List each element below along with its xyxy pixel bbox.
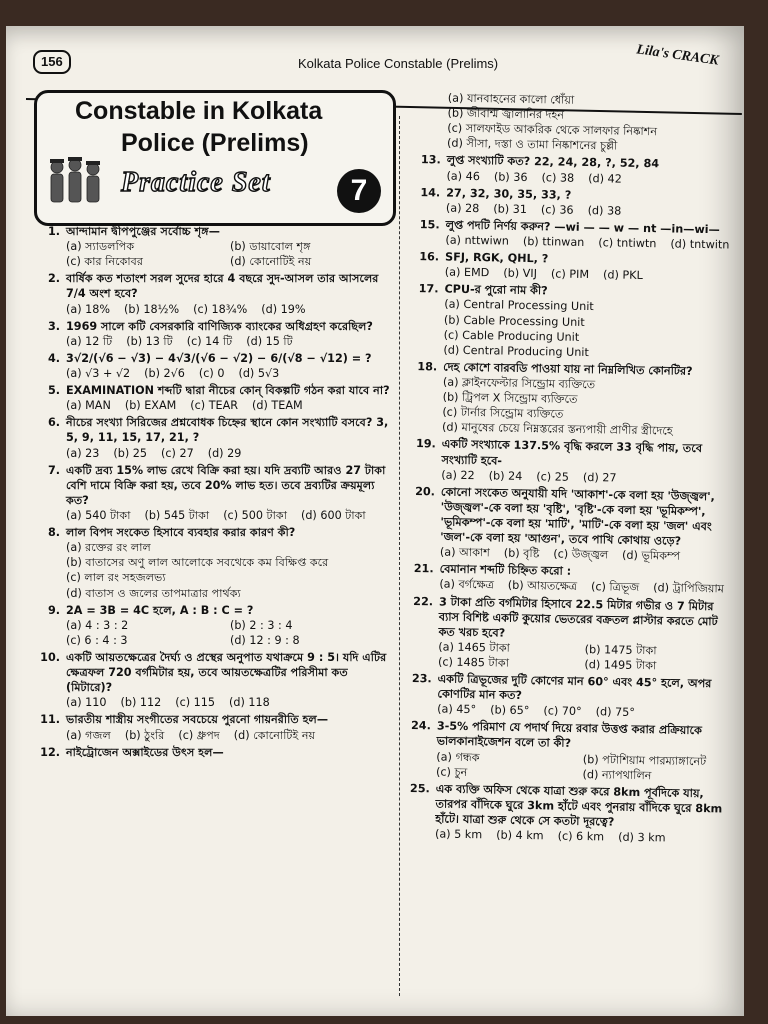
answer-option: (d) 600 টাকা [300, 508, 366, 522]
question-item [34, 603, 392, 648]
answer-option: (d) PKL [602, 268, 643, 283]
question-number: 18. [417, 359, 438, 374]
question-text: লুপ্ত সংখ্যাটি কত? 22, 24, 28, ?, 52, 84 [446, 153, 660, 171]
answer-option: (b) আয়তক্ষেত্র [507, 579, 578, 594]
answer-option: (c) TEAR [190, 399, 239, 413]
question-number: 11. [40, 713, 60, 727]
answer-option: (c) 25 [536, 469, 570, 484]
answer-option: (c) 115 [175, 696, 216, 710]
question-text: 3 টাকা প্রতি বর্গমিটার হিসাবে 22.5 মিটার গভীর ও 7 মিটার ব্যাস বিশিষ্ট একটি কুয়োর ভেতরের বক্রতল প্লাস্টার করতে মোট কত খরচ হবে? [438, 594, 718, 640]
answer-option: (c) 6 km [557, 829, 605, 844]
answer-option: (d) ভূমিকম্প [621, 548, 681, 563]
question-item [405, 671, 726, 722]
question-item [413, 217, 733, 253]
answer-option: (a) √3 + √2 [66, 366, 131, 380]
option: (d) সীসা, দস্তা ও তামা নিষ্কাশনের চুল্লী [446, 136, 618, 153]
answer-option: (a) 23 [66, 446, 100, 460]
answer-option: (b) ঠুংরি [124, 728, 165, 742]
answer-option: (b) EXAM [124, 399, 177, 413]
answer-option: (b) ttinwan [522, 234, 585, 249]
answer-option: (b) ট্রিপল X সিন্ড্রোম ব্যক্তিতে [442, 390, 578, 406]
question-item [34, 351, 392, 381]
answer-option: (d) 118 [229, 696, 270, 710]
question-item [34, 650, 392, 710]
answer-option: (a) 110 [66, 696, 107, 710]
question-item [409, 436, 730, 487]
police-figures-icon [45, 153, 107, 215]
answer-option: (d) কোনোটিই নয় [229, 255, 312, 269]
question-number: 7. [47, 463, 60, 477]
answer-option: (c) টার্নার সিন্ড্রোম ব্যক্তিতে [442, 405, 564, 421]
answer-option: (b) 545 টাকা [144, 508, 210, 522]
question-text: একটি সংখ্যাকে 137.5% বৃদ্ধি করলে 33 বৃদ্ধি পায়, তবে সংখ্যাটি হবে- [441, 437, 703, 468]
answer-option: (a) 540 টাকা [66, 508, 131, 522]
question-item [414, 152, 734, 188]
question-item [411, 281, 732, 362]
answer-option: (b) Cable Processing Unit [443, 313, 585, 329]
question-item [413, 249, 733, 285]
question-number: 25. [409, 781, 430, 796]
answer-option: (d) 42 [588, 171, 622, 186]
answer-option: (b) ডায়াবোল শৃঙ্গ [229, 240, 311, 254]
answer-option: (d) 15 টি [246, 334, 293, 348]
answer-option: (b) 24 [488, 468, 523, 483]
answer-option: (a) গন্ধক [436, 750, 480, 764]
question-item [34, 271, 392, 316]
answer-option: (b) 36 [493, 169, 528, 184]
answer-option: (d) 19% [261, 302, 306, 316]
answer-option: (c) 18¾% [193, 302, 248, 316]
question-text: বার্ষিক কত শতাংশ সরল সুদের হারে 4 বছরে সুদ-আসল তার আসলের 7/4 অংশ হবে? [66, 272, 379, 301]
question-text: 27, 32, 30, 35, 33, ? [446, 186, 572, 202]
book-page [6, 26, 744, 1016]
answer-option: (d) TEAM [252, 399, 303, 413]
answer-option: (d) ন্যাপথালিন [582, 767, 652, 782]
question-item [34, 463, 392, 523]
answer-option: (a) 22 [441, 468, 475, 482]
question-text: লুপ্ত পদটি নির্ণয় করুন? —wi — — w — nt —in—wi— [445, 218, 720, 237]
answer-option: (d) Central Producing Unit [443, 343, 589, 359]
question-number: 20. [415, 484, 436, 499]
answer-option: (d) মানুষের চেয়ে নিম্নস্তরের স্তন্যপায়ী প্রাণীর স্ত্রীদেহে [442, 420, 673, 438]
question-text: 1969 সালে কটি বেসরকারি বাণিজ্যিক ব্যাংকের অধিগ্রহণ করেছিল? [66, 319, 373, 333]
answer-option: (a) 18% [66, 302, 111, 316]
answer-option: (b) 2√6 [144, 366, 185, 380]
option: (c) সালফাইড আকরিক থেকে সালফার নিষ্কাশন [447, 121, 658, 139]
question-text: 3-5% পরিমাণ যে পদার্থ দিয়ে রবার উত্তপ্ত করার প্রক্রিয়াকে ভালকানাইজেশন বলে তা কী? [436, 719, 702, 751]
question-number: 9. [47, 603, 60, 617]
answer-option: (a) 5 km [434, 827, 483, 842]
question-number: 10. [40, 650, 60, 664]
answer-option: (d) কোনোটিই নয় [233, 728, 316, 742]
question-number: 8. [47, 526, 60, 540]
question-text: কোনো সংকেত অনুযায়ী যদি 'আকাশ'-কে বলা হয় 'উজ্জ্বল', 'উজ্জ্বল'-কে বলা হয় 'বৃষ্টি', 'বৃষ্টি'-কে বলা হয় 'ভূমিকম্প', 'ভূমিকম্প'-কে বলা হয় 'মাটি', 'মাটি'-কে বলা হয় 'জল' এবং 'জল'-কে বলা হয় 'আগুন', তবে পাখি কোথায় ওড়ে? [440, 485, 715, 548]
question-item [34, 224, 392, 269]
answer-option: (a) 45° [437, 702, 477, 717]
question-text: লাল বিপদ সংকেত হিসাবে ব্যবহার করার কারণ কী? [66, 526, 296, 540]
running-title: Kolkata Police Constable (Prelims) [298, 56, 499, 71]
question-text: 2A = 3B = 4C হলে, A : B : C = ? [66, 603, 254, 617]
answer-option: (c) 6 : 4 : 3 [66, 633, 128, 647]
question-number: 17. [418, 282, 439, 296]
banner-title-line2: Police (Prelims) [121, 129, 309, 157]
answer-option: (b) 18½% [124, 302, 180, 316]
title-banner [34, 90, 396, 226]
option: (a) যানবাহনের কালো ধোঁয়া [447, 91, 575, 107]
banner-title-line3: Practice Set [121, 167, 271, 198]
question-number: 5. [47, 384, 60, 398]
question-12-continued [415, 90, 736, 156]
answer-option: (b) 25 [113, 446, 148, 460]
question-item [407, 561, 727, 597]
answer-option: (c) 0 [198, 366, 225, 380]
answer-option: (a) রক্তের রং লাল [66, 541, 151, 555]
question-number: 23. [411, 672, 432, 686]
answer-option: (c) লাল রং সহজলভ্য [66, 571, 166, 585]
question-number: 24. [410, 719, 432, 733]
question-text: EXAMINATION শব্দটি দ্বারা নীচের কোন্ বিকল্পটি গঠন করা যাবে না? [66, 384, 390, 398]
answer-option: (a) EMD [444, 265, 490, 280]
answer-option: (a) Central Processing Unit [444, 297, 594, 314]
answer-option: (d) বাতাস ও জলের তাপমাত্রার পার্থক্য [66, 586, 241, 600]
question-text: 3√2/(√6 − √3) − 4√3/(√6 − √2) − 6/(√8 − √12) = ? [66, 351, 372, 365]
question-number: 16. [419, 250, 440, 264]
left-column [34, 224, 392, 762]
answer-option: (c) কার নিকোবর [66, 255, 144, 269]
question-text: নীচের সংখ্যা সিরিজের প্রশ্নবোধক চিহ্নের স্থানে কোন সংখ্যাটি বসবে? 3, 5, 9, 11, 15, 17, 21, ? [66, 416, 389, 445]
answer-option: (b) 1475 টাকা [584, 642, 657, 658]
question-number: 12. [40, 745, 60, 759]
answer-option: (c) উজ্জ্বল [553, 547, 609, 562]
question-item [404, 718, 725, 784]
answer-option: (c) Cable Producing Unit [443, 328, 580, 344]
answer-option: (c) 500 টাকা [223, 508, 287, 522]
answer-option: (b) 13 টি [126, 334, 173, 348]
question-item [408, 484, 729, 565]
question-item [414, 185, 734, 221]
question-number: 19. [415, 437, 436, 451]
answer-option: (d) 3 km [618, 830, 666, 845]
question-number: 15. [419, 217, 440, 232]
right-column [403, 90, 736, 849]
answer-option: (b) পটাশিয়াম পারম্যাঙ্গানেট [582, 752, 707, 768]
answer-option: (c) 36 [540, 202, 574, 217]
question-item [34, 319, 392, 349]
answer-option: (c) 1485 টাকা [437, 655, 509, 670]
question-text: দেহ কোশে বারবডি পাওয়া যায় না নিম্নলিখিত কোনটির? [443, 360, 693, 378]
question-text: বেমানান শব্দটি চিহ্নিত করো : [439, 562, 572, 579]
question-text: একটি আয়তক্ষেত্রের দৈর্ঘ্য ও প্রস্থের অনুপাত যথাক্রমে 9 : 5। যদি এটির ক্ষেত্রফল 720 বর্গমিটার হয়, তবে আয়তক্ষেত্রটির পরিসীমা কত (মিটারে)? [66, 650, 387, 695]
question-text: নাইট্রোজেন অক্সাইডের উৎস হল— [66, 745, 224, 759]
question-item [403, 781, 724, 847]
answer-option: (c) 38 [541, 170, 575, 185]
question-text: একটি দ্রব্য 15% লাভ রেখে বিক্রি করা হয়। যদি দ্রব্যটি আরও 27 টাকা বেশি দামে বিক্রি করা হয়, তবে 20% লাভ হত। তবে দ্রব্যটির ক্রয়মূল্য কত? [66, 463, 386, 507]
question-text: ভারতীয় শাস্ত্রীয় সংগীতের সবচেয়ে পুরনো গায়নরীতি হল— [66, 713, 329, 727]
page-header [6, 42, 744, 76]
brand-name: Lila's CRACK [635, 42, 720, 69]
question-item [34, 712, 392, 742]
answer-option: (a) 1465 টাকা [438, 640, 510, 655]
answer-option: (c) ধ্রুপদ [178, 728, 220, 742]
question-text: একটি ত্রিভূজের দুটি কোণের মান 60° এবং 45° হলে, অপর কোণটির মান কত? [437, 672, 712, 703]
question-item [406, 593, 727, 674]
question-item [34, 383, 392, 413]
answer-option: (a) 4 : 3 : 2 [66, 618, 129, 632]
question-number: 3. [47, 319, 60, 333]
answer-option: (b) 112 [120, 696, 162, 710]
question-item [34, 525, 392, 601]
page-number: 156 [33, 50, 71, 74]
answer-option: (b) 2 : 3 : 4 [229, 618, 293, 632]
answer-option: (a) বর্গক্ষেত্র [439, 577, 494, 592]
answer-option: (c) tntiwtn [598, 236, 657, 251]
answer-option: (b) VIJ [503, 266, 538, 281]
question-number: 1. [47, 225, 60, 238]
answer-option: (a) আকাশ [439, 545, 490, 560]
answer-option: (b) বৃষ্টি [503, 546, 540, 561]
answer-option: (c) চুন [435, 765, 468, 779]
question-number: 6. [47, 416, 60, 430]
answer-option: (d) 27 [582, 470, 617, 485]
answer-option: (a) 46 [446, 169, 481, 183]
answer-option: (b) 31 [493, 202, 528, 216]
answer-option: (a) 12 টি [66, 334, 113, 348]
answer-option: (a) স্যাডলপিক [66, 240, 135, 254]
answer-option: (d) 1495 টাকা [584, 657, 657, 673]
answer-option: (c) PIM [550, 267, 590, 282]
question-number: 13. [420, 153, 441, 167]
answer-option: (a) MAN [66, 399, 111, 413]
answer-option: (d) ট্রাপিজিয়াম [653, 581, 724, 596]
answer-option: (d) 12 : 9 : 8 [229, 633, 300, 647]
question-number: 21. [413, 562, 434, 576]
answer-option: (a) 28 [445, 201, 480, 215]
set-number-badge: 7 [337, 169, 381, 213]
question-item [34, 745, 392, 760]
question-text: SFJ, RGK, QHL, ? [444, 250, 549, 266]
banner-title-line1: Constable in Kolkata [75, 97, 323, 125]
question-number: 14. [420, 185, 441, 200]
answer-option: (b) বাতাসের অণু লাল আলোকে সবথেকে কম বিক্ষিপ্ত করে [66, 556, 329, 570]
answer-option: (d) 5√3 [238, 366, 280, 380]
question-number: 22. [413, 594, 434, 608]
answer-option: (c) 27 [161, 446, 194, 460]
question-number: 4. [47, 351, 60, 365]
answer-option: (c) 70° [543, 704, 582, 719]
question-item [34, 415, 392, 460]
answer-option: (d) 75° [595, 705, 635, 720]
answer-option: (c) ত্রিভূজ [590, 580, 640, 595]
question-text: এক ব্যক্তি অফিস থেকে যাত্রা শুরু করে 8km পূর্বদিকে যায়, তারপর বাঁদিকে ঘুরে 3km হাঁটে এবং পুনরায় বাঁদিকে ঘুরে 8km হাঁটে। যাত্রা শুরু থেকে সে কতটা দূরত্বে? [435, 782, 723, 829]
answer-option: (b) 65° [490, 703, 530, 718]
answer-option: (a) গজল [66, 728, 111, 742]
question-number: 2. [47, 272, 60, 286]
option: (b) জীবাশ্ম জ্বালানির দহন [447, 106, 565, 122]
question-item [410, 359, 731, 440]
question-text: আন্দামান দ্বীপপুঞ্জের সর্বোচ্চ শৃঙ্গ— [66, 225, 220, 238]
answer-option: (b) 4 km [496, 828, 544, 843]
answer-option: (a) nttwiwn [445, 233, 510, 248]
answer-option: (a) ক্লাইনফেল্টার সিন্ড্রোম ব্যক্তিতে [442, 375, 596, 392]
question-text: CPU-র পুরো নাম কী? [444, 282, 548, 298]
column-divider [399, 116, 400, 996]
answer-option: (d) 38 [587, 203, 622, 218]
answer-option: (c) 14 টি [186, 334, 233, 348]
answer-option: (d) 29 [207, 446, 242, 460]
answer-option: (d) tntwitn [670, 237, 730, 252]
